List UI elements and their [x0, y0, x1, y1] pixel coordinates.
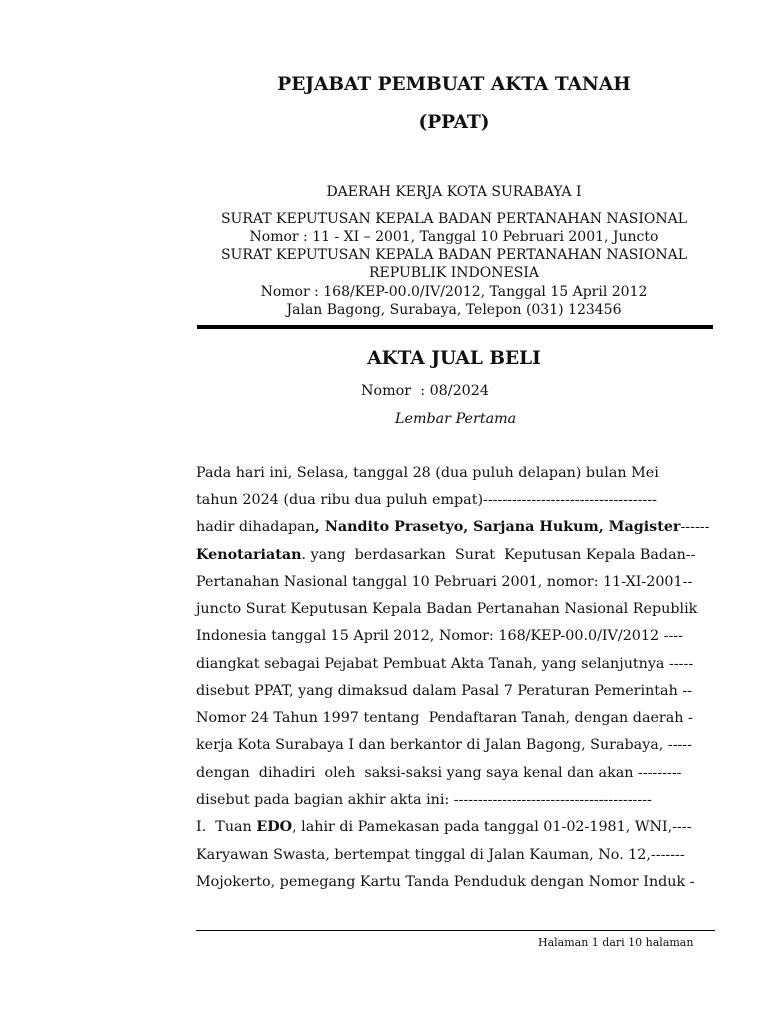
body-line-6: juncto Surat Keputusan Kepala Badan Pertanahan Nasional Republik: [196, 601, 698, 617]
header-divider: [197, 325, 713, 329]
decree-line-5: Nomor : 168/KEP-00.0/IV/2012, Tanggal 15 April 2012: [260, 284, 648, 300]
body-line-3-text: hadir dihadapan: [196, 519, 315, 535]
party-1-name: EDO: [256, 819, 293, 835]
party-1-line: [196, 817, 716, 837]
body-line-7: Indonesia tanggal 15 April 2012, Nomor: 168/KEP-00.0/IV/2012 ----: [196, 628, 683, 644]
decree-line-1: SURAT KEPUTUSAN KEPALA BADAN PERTANAHAN NASIONAL: [220, 211, 688, 227]
decree-line-2: Nomor : 11 - XI – 2001, Tanggal 10 Pebruari 2001, Juncto: [249, 229, 659, 245]
work-area: DAERAH KERJA KOTA SURABAYA I: [326, 184, 582, 200]
body-line-9: disebut PPAT, yang dimaksud dalam Pasal 7 Peraturan Pemerintah --: [196, 683, 692, 699]
body-line-12: dengan dihadiri oleh saksi-saksi yang saya kenal dan akan ---------: [196, 765, 682, 781]
deed-number: Nomor : 08/2024: [361, 383, 489, 399]
footer-divider: [196, 930, 715, 931]
body-line-3-dashes: ------: [680, 519, 710, 535]
body-line-4-text: . yang berdasarkan Surat Keputusan Kepala Badan--: [301, 547, 696, 563]
party-1-details: , lahir di Pamekasan pada tanggal 01-02-1981, WNI,----: [292, 819, 692, 835]
office-title: PEJABAT PEMBUAT AKTA TANAH: [277, 74, 631, 95]
body-line-16: Mojokerto, pemegang Kartu Tanda Penduduk dengan Nomor Induk -: [196, 874, 695, 890]
office-address: Jalan Bagong, Surabaya, Telepon (031) 123456: [286, 302, 622, 318]
notary-name: , Nandito Prasetyo, Sarjana Hukum, Magister: [314, 519, 681, 535]
party-1-prefix: I. Tuan: [196, 819, 257, 835]
body-line-4: [196, 545, 716, 565]
notary-title: Kenotariatan: [196, 547, 302, 563]
body-line-1: Pada hari ini, Selasa, tanggal 28 (dua puluh delapan) bulan Mei: [196, 465, 659, 481]
body-line-13: disebut pada bagian akhir akta ini: -----------------------------------------: [196, 792, 652, 808]
body-line-15: Karyawan Swasta, bertempat tinggal di Jalan Kauman, No. 12,-------: [196, 847, 685, 863]
body-line-5: Pertanahan Nasional tanggal 10 Pebruari 2001, nomor: 11-XI-2001--: [196, 574, 693, 590]
deed-title: AKTA JUAL BELI: [367, 348, 541, 369]
page-indicator: Halaman 1 dari 10 halaman: [538, 936, 694, 949]
deed-sheet: Lembar Pertama: [395, 411, 517, 427]
office-abbreviation: (PPAT): [418, 112, 490, 133]
body-line-11: kerja Kota Surabaya I dan berkantor di Jalan Bagong, Surabaya, -----: [196, 737, 693, 753]
body-line-3: [196, 517, 716, 537]
decree-line-3: SURAT KEPUTUSAN KEPALA BADAN PERTANAHAN NASIONAL: [220, 247, 688, 263]
decree-line-4: REPUBLIK INDONESIA: [369, 265, 539, 281]
body-line-2: tahun 2024 (dua ribu dua puluh empat)------------------------------------: [196, 492, 657, 508]
body-line-10: Nomor 24 Tahun 1997 tentang Pendaftaran Tanah, dengan daerah -: [196, 710, 693, 726]
body-line-8: diangkat sebagai Pejabat Pembuat Akta Tanah, yang selanjutnya -----: [196, 656, 694, 672]
